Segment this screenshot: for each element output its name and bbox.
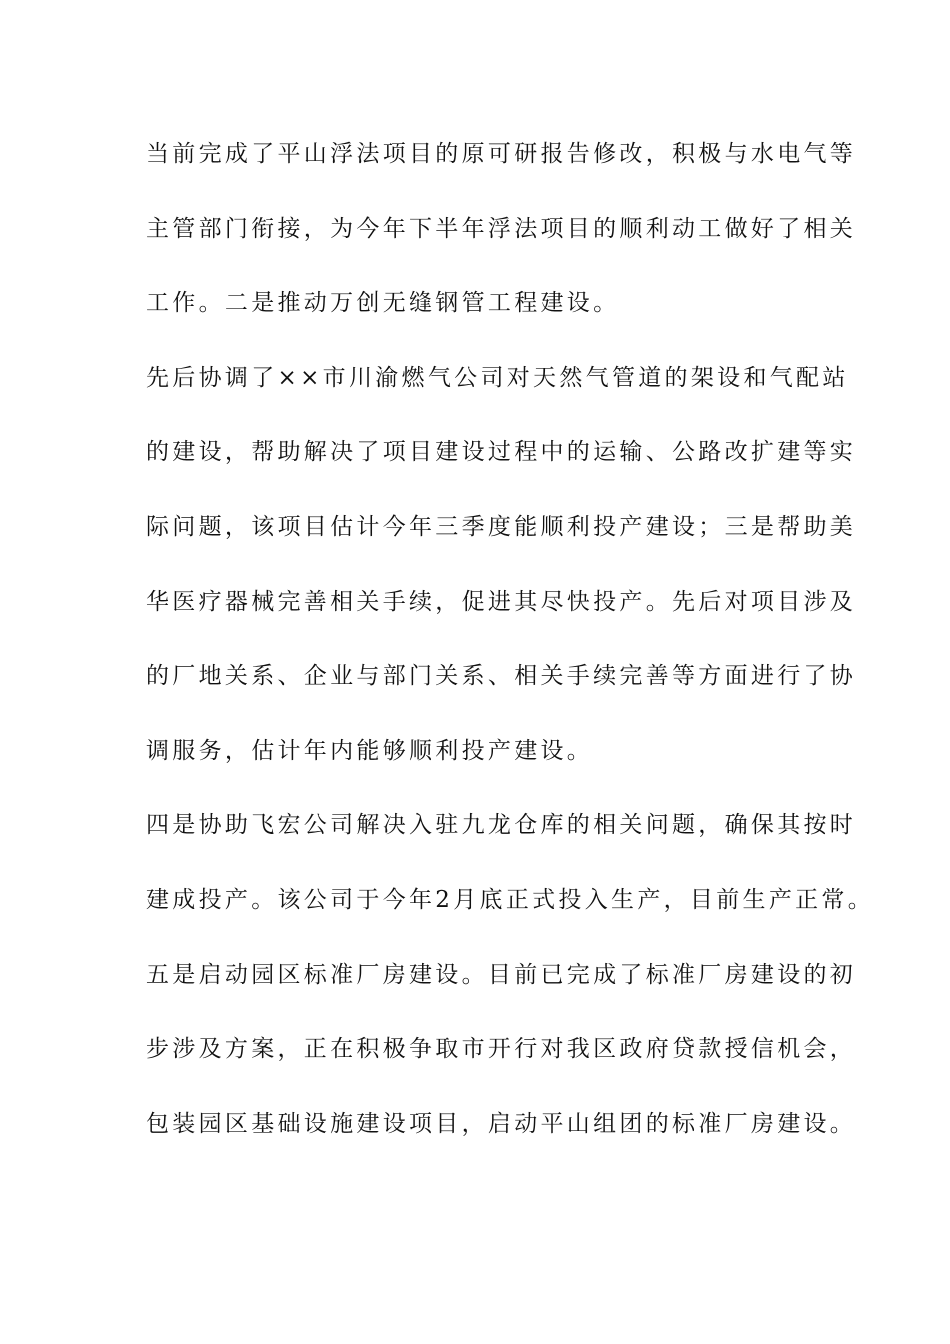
text-line: 调服务，估计年内能够顺利投产建设。 (146, 737, 594, 764)
text-line: 的厂地关系、企业与部门关系、相关手续完善等方面进行了协 (146, 663, 857, 690)
text-line: 际问题，该项目估计今年三季度能顺利投产建设；三是帮助美 (146, 513, 857, 540)
text-line: 主管部门衔接，为今年下半年浮法项目的顺利动工做好了相关 (146, 215, 857, 242)
text-line: 四是协助飞宏公司解决入驻九龙仓库的相关问题，确保其按时 (146, 812, 857, 839)
text-line: 建成投产。该公司于今年2月底正式投入生产，目前生产正常。 (146, 886, 875, 913)
text-line: 当前完成了平山浮法项目的原可研报告修改，积极与水电气等 (146, 141, 857, 167)
text-line: 先后协调了××市川渝燃气公司对天然气管道的架设和气配站 (146, 364, 849, 391)
text-line: 工作。二是推动万创无缝钢管工程建设。 (146, 290, 620, 317)
text-line: 的建设，帮助解决了项目建设过程中的运输、公路改扩建等实 (146, 439, 857, 466)
text-line: 步涉及方案，正在积极争取市开行对我区政府贷款授信机会， (146, 1036, 857, 1063)
text-line: 包装园区基础设施建设项目，启动平山组团的标准厂房建设。 (146, 1110, 857, 1137)
text-line: 华医疗器械完善相关手续，促进其尽快投产。先后对项目涉及 (146, 588, 857, 615)
text-line: 五是启动园区标准厂房建设。目前已完成了标准厂房建设的初 (146, 961, 857, 988)
body-text (146, 128, 875, 1172)
